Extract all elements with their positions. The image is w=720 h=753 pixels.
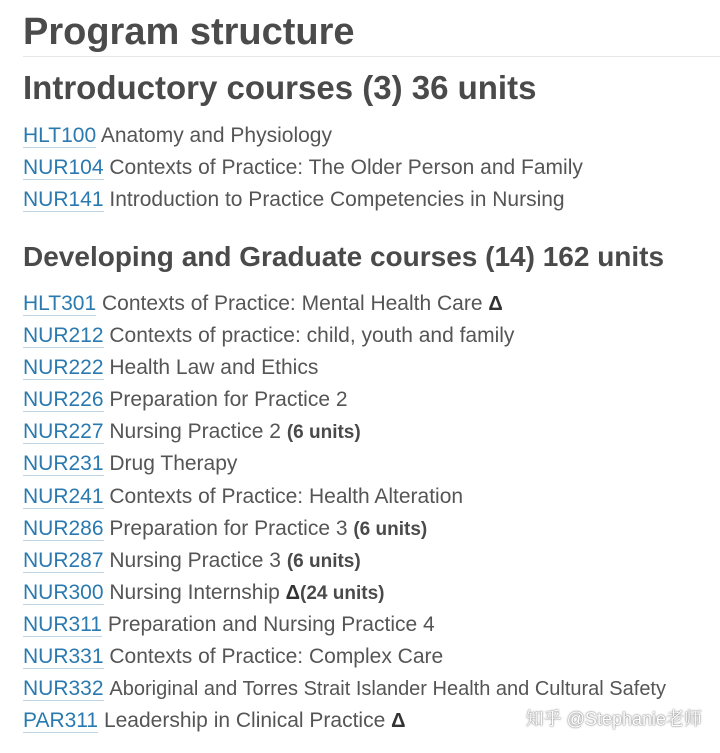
delta-marker: Δ (285, 581, 301, 604)
course-name: Contexts of Practice: Mental Health Care (102, 292, 483, 315)
course-row (23, 609, 720, 641)
delta-marker: Δ (488, 293, 503, 315)
course-code-link[interactable]: NUR212 (23, 324, 104, 348)
title-divider (23, 56, 720, 57)
course-units-note: (6 units) (286, 422, 361, 444)
course-code-link[interactable]: NUR231 (23, 452, 104, 476)
course-name: Preparation and Nursing Practice 4 (107, 612, 435, 636)
course-units-note: (6 units) (353, 518, 428, 540)
course-name: Aboriginal and Torres Strait Islander Health and Cultural Safety (109, 678, 666, 701)
course-row (23, 481, 720, 513)
course-row (23, 545, 720, 577)
course-code-link[interactable]: NUR331 (23, 645, 104, 669)
course-code-link[interactable]: NUR104 (23, 156, 104, 179)
course-row (23, 384, 720, 416)
course-name: Nursing Internship (109, 580, 280, 604)
course-row (23, 120, 720, 152)
course-name: Introduction to Practice Competencies in Nursing (109, 188, 565, 211)
course-name: Preparation for Practice 3 (109, 516, 348, 540)
page-title: Program structure (23, 11, 355, 53)
course-row (23, 184, 720, 216)
course-row (23, 577, 720, 609)
course-row (23, 288, 720, 320)
course-name: Nursing Practice 3 (109, 548, 281, 572)
course-name: Contexts of practice: child, youth and family (109, 324, 515, 348)
course-name: Leadership in Clinical Practice (103, 709, 386, 733)
course-name: Nursing Practice 2 (109, 420, 281, 444)
course-code-link[interactable]: NUR311 (23, 612, 102, 636)
course-code-link[interactable]: NUR227 (23, 420, 104, 444)
course-list-introductory (23, 120, 720, 216)
course-code-link[interactable]: NUR300 (23, 580, 104, 604)
section-heading-developing-graduate: Developing and Graduate courses (14) 162 units (23, 241, 665, 272)
watermark: 知乎 @Stephanie老师 (525, 709, 702, 729)
course-name: Contexts of Practice: Health Alteration (109, 484, 464, 508)
course-list-developing-graduate (23, 288, 720, 737)
course-row (23, 448, 720, 480)
delta-marker: Δ (391, 710, 406, 733)
course-code-link[interactable]: NUR141 (23, 188, 104, 211)
course-name: Contexts of Practice: The Older Person and Family (109, 156, 583, 179)
course-code-link[interactable]: NUR222 (23, 356, 104, 380)
course-name: Preparation for Practice 2 (109, 388, 348, 412)
course-code-link[interactable]: NUR287 (23, 548, 104, 572)
course-row (23, 673, 720, 705)
section-heading-introductory: Introductory courses (3) 36 units (23, 69, 537, 106)
course-row (23, 641, 720, 673)
course-name: Contexts of Practice: Complex Care (109, 645, 444, 669)
course-units-note: (6 units) (286, 550, 361, 572)
course-row (23, 320, 720, 352)
course-row (23, 352, 720, 384)
course-code-link[interactable]: NUR332 (23, 677, 104, 701)
course-code-link[interactable]: NUR286 (23, 516, 104, 540)
course-code-link[interactable]: NUR226 (23, 388, 104, 412)
course-units-note: (24 units) (300, 582, 385, 604)
course-code-link[interactable]: HLT100 (23, 124, 97, 147)
course-name: Drug Therapy (109, 452, 238, 476)
course-code-link[interactable]: NUR241 (23, 484, 104, 508)
course-row (23, 416, 720, 448)
course-name: Anatomy and Physiology (100, 124, 332, 147)
course-row (23, 513, 720, 545)
course-name: Health Law and Ethics (109, 356, 319, 380)
course-code-link[interactable]: HLT301 (23, 292, 97, 315)
course-row (23, 152, 720, 184)
course-code-link[interactable]: PAR311 (23, 709, 99, 733)
